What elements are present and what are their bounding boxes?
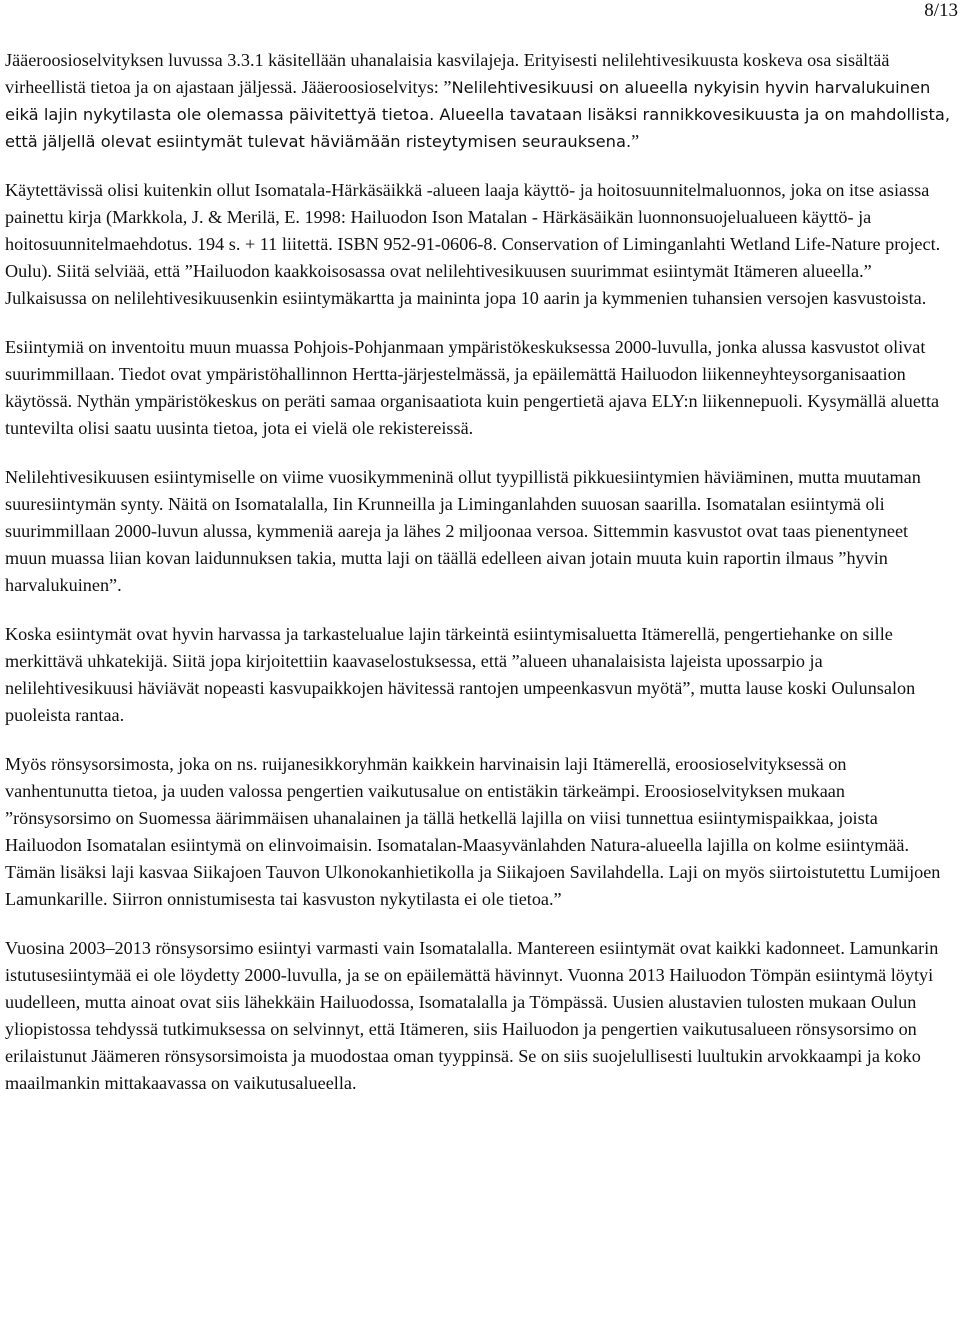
paragraph-6: Myös rönsysorsimosta, joka on ns. ruijanesikkoryhmän kaikkein harvinaisin laji Itämerellä, eroosioselvityksessä on vanhentunutta tietoa, ja uuden valossa pengertien vaikutusalue on entistäkin tärkeämpi. Eroosioselvityksen mukaan ”rönsysorsimo on Suomessa äärimmäisen uhanalainen ja tällä hetkellä lajilla on viisi tunnettua esiintymispaikkaa, joista Hailuodon Isomatalan esiintymä on elinvoimaisin. Isomatalan-Maasyvänlahden Natura-alueella lajilla on kolme esiintymää. Tämän lisäksi laji kasvaa Siikajoen Tauvon Ulkonokanhietikolla ja Siikajoen Savilahdella. Laji on myös siirtoistutettu Lumijoen Lamunkarille. Siirron onnistumisesta tai kasvuston nykytilasta ei ole tietoa.” <box>5 754 941 909</box>
paragraph-4: Nelilehtivesikuusen esiintymiselle on viime vuosikymmeninä ollut tyypillistä pikkuesiintymien häviäminen, mutta muutaman suuresiintymän synty. Näitä on Isomatalalla, Iin Krunneilla ja Liminganlahden suuosan saarilla. Isomatalan esiintymä oli suurimmillaan 2000-luvun alussa, kymmeniä aareja ja lähes 2 miljoonaa versoa. Sittemmin kasvustot ovat taas pienentyneet muun muassa liian kovan laidunnuksen takia, mutta laji on täällä edelleen aivan jotain muuta kuin raportin ilmaus ”hyvin harvalukuinen”. <box>5 467 921 595</box>
paragraph-1-intro: Jääeroosioselvityksen luvussa 3.3.1 käsitellään uhanalaisia kasvilajeja. Erityisesti nelilehtivesikuusta koskeva osa sisältää virheellistä tietoa ja on ajastaan jäljessä. Jääeroosioselvitys: ” <box>5 50 890 97</box>
paragraph-1 <box>5 47 953 155</box>
paragraph-2: Käytettävissä olisi kuitenkin ollut Isomatala-Härkäsäikkä -alueen laaja käyttö- ja hoitosuunnitelmaluonnos, joka on itse asiassa painettu kirja (Markkola, J. & Merilä, E. 1998: Hailuodon Ison Matalan - Härkäsäikän luonnonsuojelualueen käyttö- ja hoitosuunnitelmaehdotus. 194 s. + 11 liitettä. ISBN 952-91-0606-8. Conservation of Liminganlahti Wetland Life-Nature project. Oulu). Siitä selviää, että ”Hailuodon kaakkoisosassa ovat nelilehtivesikuusen suurimmat esiintymät Itämeren alueella.” Julkaisussa on nelilehtivesikuusenkin esiintymäkartta ja maininta jopa 10 aarin ja kymmenien tuhansien versojen kasvustoista. <box>5 180 941 308</box>
page-number: 8/13 <box>924 0 958 21</box>
paragraph-1-quote-end: ” <box>631 131 640 151</box>
paragraph-3: Esiintymiä on inventoitu muun muassa Pohjois-Pohjanmaan ympäristökeskuksessa 2000-luvulla, jonka alussa kasvustot olivat suurimmillaan. Tiedot ovat ympäristöhallinnon Hertta-järjestelmässä, ja epäilemättä Hailuodon liikenneyhteysorganisaation käytössä. Nythän ympäristökeskus on peräti samaa organisaatiota kuin pengertietä ajava ELY:n liikennepuoli. Kysymällä aluetta tuntevilta olisi saatu uusinta tietoa, jota ei vielä ole rekistereissä. <box>5 337 940 438</box>
paragraph-1-quote: Nelilehtivesikuusi on alueella nykyisin hyvin harvalukuinen eikä lajin nykytilasta ole olemassa päivitettyä tietoa. Alueella tavataan lisäksi rannikkovesikuusta ja on mahdollista, että jäljellä olevat esiintymät tulevat häviämään risteytymisen seurauksena. <box>5 78 951 151</box>
document-body <box>5 47 953 1119</box>
paragraph-5: Koska esiintymät ovat hyvin harvassa ja tarkastelualue lajin tärkeintä esiintymisaluetta Itämerellä, pengertiehanke on sille merkittävä uhkatekijä. Siitä jopa kirjoitettiin kaavaselostuksessa, että ”alueen uhanalaisista lajeista upossarpio ja nelilehtivesikuusi häviävät nopeasti kasvupaikkojen hävitessä rantojen umpeenkasvun myötä”, mutta lause koski Oulunsalon puoleista rantaa. <box>5 624 916 725</box>
paragraph-7: Vuosina 2003–2013 rönsysorsimo esiintyi varmasti vain Isomatalalla. Mantereen esiintymät ovat kaikki kadonneet. Lamunkarin istutusesiintymää ei ole löydetty 2000-luvulla, ja se on epäilemättä hävinnyt. Vuonna 2013 Hailuodon Tömpän esiintymä löytyi uudelleen, mutta ainoat ovat siis lähekkäin Hailuodossa, Isomatalalla ja Tömpässä. Uusien alustavien tulosten mukaan Oulun yliopistossa tehdyssä tutkimuksessa on selvinnyt, että Itämeren, siis Hailuodon ja pengertien vaikutusalueen rönsysorsimo on erilaistunut Jäämeren rönsysorsimoista ja muodostaa oman tyyppinsä. Se on siis suojelullisesti luultukin arvokkaampi ja koko maailmankin mittakaavassa on vaikutusalueella. <box>5 938 939 1093</box>
